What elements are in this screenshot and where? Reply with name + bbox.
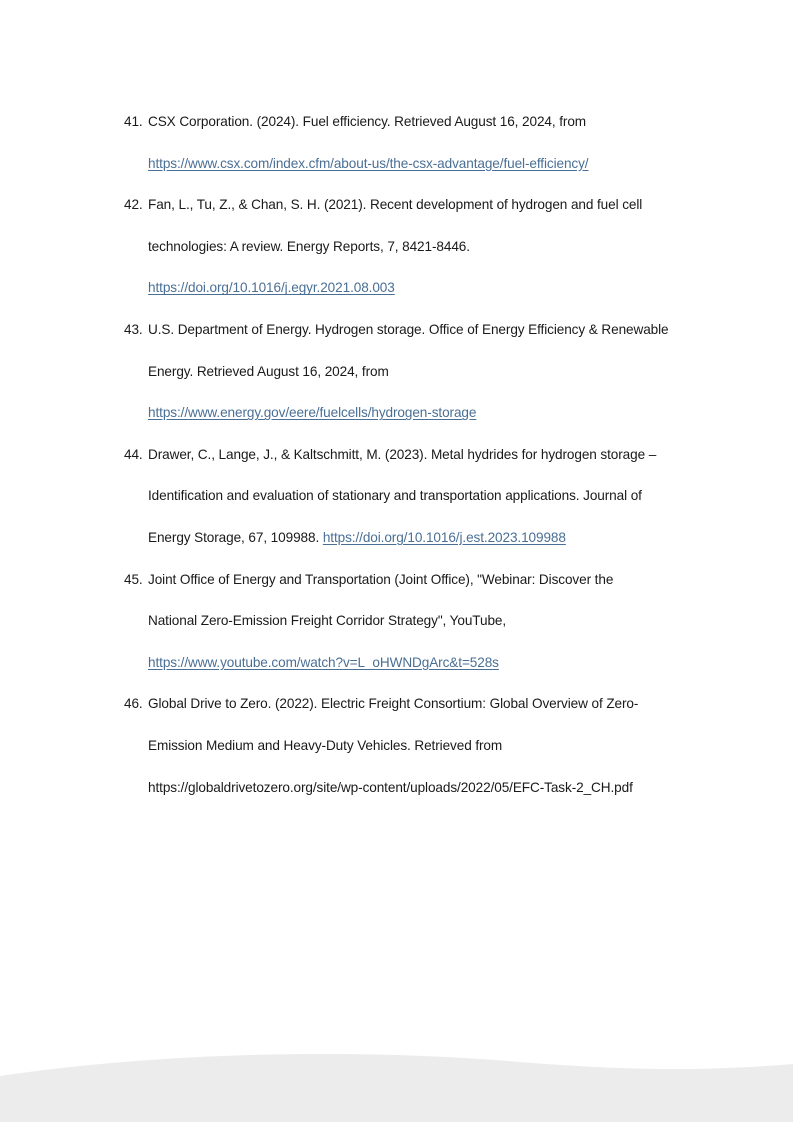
reference-list [124,101,724,808]
reference-line [148,475,724,517]
reference-link[interactable]: https://doi.org/10.1016/j.est.2023.109988 [322,529,566,545]
reference-link[interactable]: https://www.youtube.com/watch?v=L_oHWNDgArc&t=528s [148,654,499,670]
reference-item [124,184,724,309]
reference-number: 42. [124,197,143,213]
reference-text: Fan, L., Tu, Z., & Chan, S. H. (2021). Recent development of hydrogen and fuel cell [148,197,643,213]
reference-line [148,434,724,476]
reference-item [124,101,724,184]
reference-text: Joint Office of Energy and Transportation (Joint Office), "Webinar: Discover the [148,571,614,587]
footer-wave-shape [0,1054,793,1122]
footer-wave-decoration [0,1052,793,1122]
reference-line [148,101,724,143]
reference-text: U.S. Department of Energy. Hydrogen storage. Office of Energy Efficiency & Renewable [148,321,669,337]
reference-item [124,309,724,434]
reference-line [148,309,724,351]
reference-line [148,642,724,684]
reference-text: technologies: A review. Energy Reports, 7, 8421-8446. [148,238,470,254]
reference-text: CSX Corporation. (2024). Fuel efficiency. Retrieved August 16, 2024, from [148,114,587,129]
reference-link[interactable]: https://www.energy.gov/eere/fuelcells/hydrogen-storage [148,405,477,421]
reference-number: 44. [124,446,143,462]
reference-link[interactable]: https://www.csx.com/index.cfm/about-us/the-csx-advantage/fuel-efficiency/ [148,155,589,171]
reference-line [148,143,724,185]
reference-text: National Zero-Emission Freight Corridor Strategy", YouTube, [148,613,507,629]
reference-line [148,600,724,642]
reference-text: Energy Storage, 67, 109988. [148,529,323,545]
reference-line [148,517,724,559]
reference-item [124,434,724,559]
reference-line [148,725,724,767]
reference-text: Drawer, C., Lange, J., & Kaltschmitt, M. (2023). Metal hydrides for hydrogen storage – [148,446,657,462]
reference-text: Energy. Retrieved August 16, 2024, from [148,363,389,379]
reference-number: 46. [124,696,143,712]
reference-number: 45. [124,571,143,587]
reference-line [148,559,724,601]
reference-link[interactable]: https://doi.org/10.1016/j.egyr.2021.08.003 [148,280,395,296]
reference-number: 41. [124,114,143,129]
reference-item [124,559,724,684]
reference-line [148,392,724,434]
reference-text: Identification and evaluation of stationary and transportation applications. Journal of [148,488,642,504]
reference-text: https://globaldrivetozero.org/site/wp-content/uploads/2022/05/EFC-Task-2_CH.pdf [148,779,633,795]
reference-line [148,184,724,226]
reference-text: Emission Medium and Heavy-Duty Vehicles. Retrieved from [148,737,503,753]
reference-line [148,351,724,393]
reference-text: Global Drive to Zero. (2022). Electric Freight Consortium: Global Overview of Zero- [148,696,639,712]
reference-line [148,767,724,809]
reference-number: 43. [124,321,143,337]
reference-line [148,226,724,268]
reference-line [148,683,724,725]
reference-line [148,267,724,309]
reference-item [124,683,724,808]
